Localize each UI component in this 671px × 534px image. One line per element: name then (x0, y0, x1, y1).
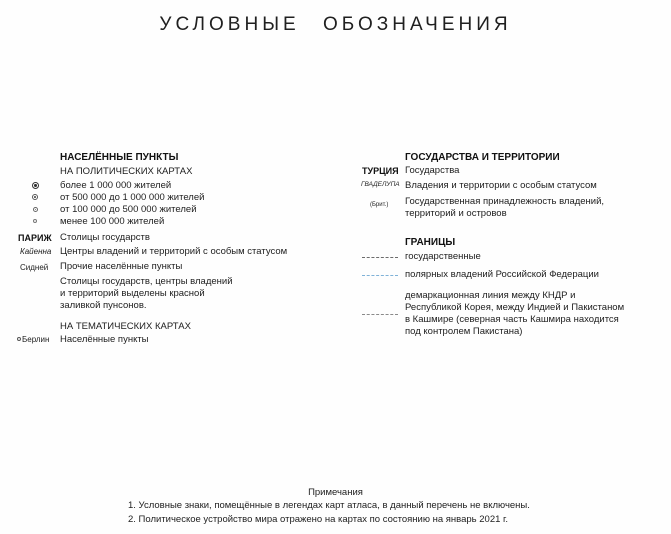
population-class-2: от 500 000 до 1 000 000 жителей (60, 192, 205, 203)
thematic-maps-heading: НА ТЕМАТИЧЕСКИХ КАРТАХ (60, 321, 191, 332)
note-1: 1. Условные знаки, помещённые в легендах карт атласа, в данный перечень не включены. (128, 500, 530, 511)
page-title: УСЛОВНЫЕ ОБОЗНАЧЕНИЯ (159, 14, 512, 35)
state-border-label: государственные (405, 251, 481, 262)
population-class-4: менее 100 000 жителей (60, 216, 165, 227)
special-territory-label: Владения и территории с особым статусом (405, 180, 597, 191)
borders-heading: ГРАНИЦЫ (405, 237, 456, 248)
political-maps-heading: НА ПОЛИТИЧЕСКИХ КАРТАХ (60, 166, 193, 177)
territory-center-label: Центры владений и территорий с особым статусом (60, 246, 288, 257)
ownership-label: Государственная принадлежность владений, территорий и островов (405, 196, 605, 219)
thematic-settlement-label: Населённые пункты (60, 334, 149, 345)
demarcation-label: демаркационная линия между КНДР и Республикой Корея, между Индией и Пакистаном в Кашмире (северная часть Кашмира находится под контролем Пакистана) (405, 290, 625, 337)
circle-dot-large-icon (32, 182, 39, 189)
states-heading: ГОСУДАРСТВА И ТЕРРИТОРИИ (405, 152, 560, 163)
thematic-settlement-sample: Берлин (22, 335, 50, 344)
other-settlement-label: Прочие населённые пункты (60, 261, 183, 272)
demarcation-line-icon (362, 314, 398, 315)
state-name-label: Государства (405, 165, 460, 176)
circle-dot-small-icon (33, 207, 38, 212)
settlements-heading: НАСЕЛЁННЫЕ ПУНКТЫ (60, 152, 179, 163)
circle-small-icon (33, 219, 37, 223)
population-class-3: от 100 000 до 500 000 жителей (60, 204, 197, 215)
ownership-sample: (Брит.) (370, 202, 389, 208)
notes-heading: Примечания (308, 487, 363, 498)
special-territory-sample: ГВАДЕЛУПА (361, 181, 400, 188)
state-border-line-icon (362, 257, 398, 258)
capital-name-sample: ПАРИЖ (18, 233, 52, 243)
other-settlement-sample: Сидней (20, 263, 49, 272)
thematic-settlement-icon (17, 337, 21, 341)
population-class-1: более 1 000 000 жителей (60, 180, 172, 191)
capitals-note: Столицы государств, центры владений и территорий выделены красной заливкой пунсонов. (60, 276, 233, 311)
note-2: 2. Политическое устройство мира отражено на картах по состоянию на январь 2021 г. (128, 514, 508, 525)
polar-border-line-icon (362, 275, 398, 276)
polar-border-label: полярных владений Российской Федерации (405, 269, 599, 280)
capital-name-label: Столицы государств (60, 232, 150, 243)
territory-center-sample: Кайенна (20, 247, 52, 256)
circle-dot-medium-icon (32, 194, 38, 200)
state-name-sample: ТУРЦИЯ (362, 166, 399, 176)
